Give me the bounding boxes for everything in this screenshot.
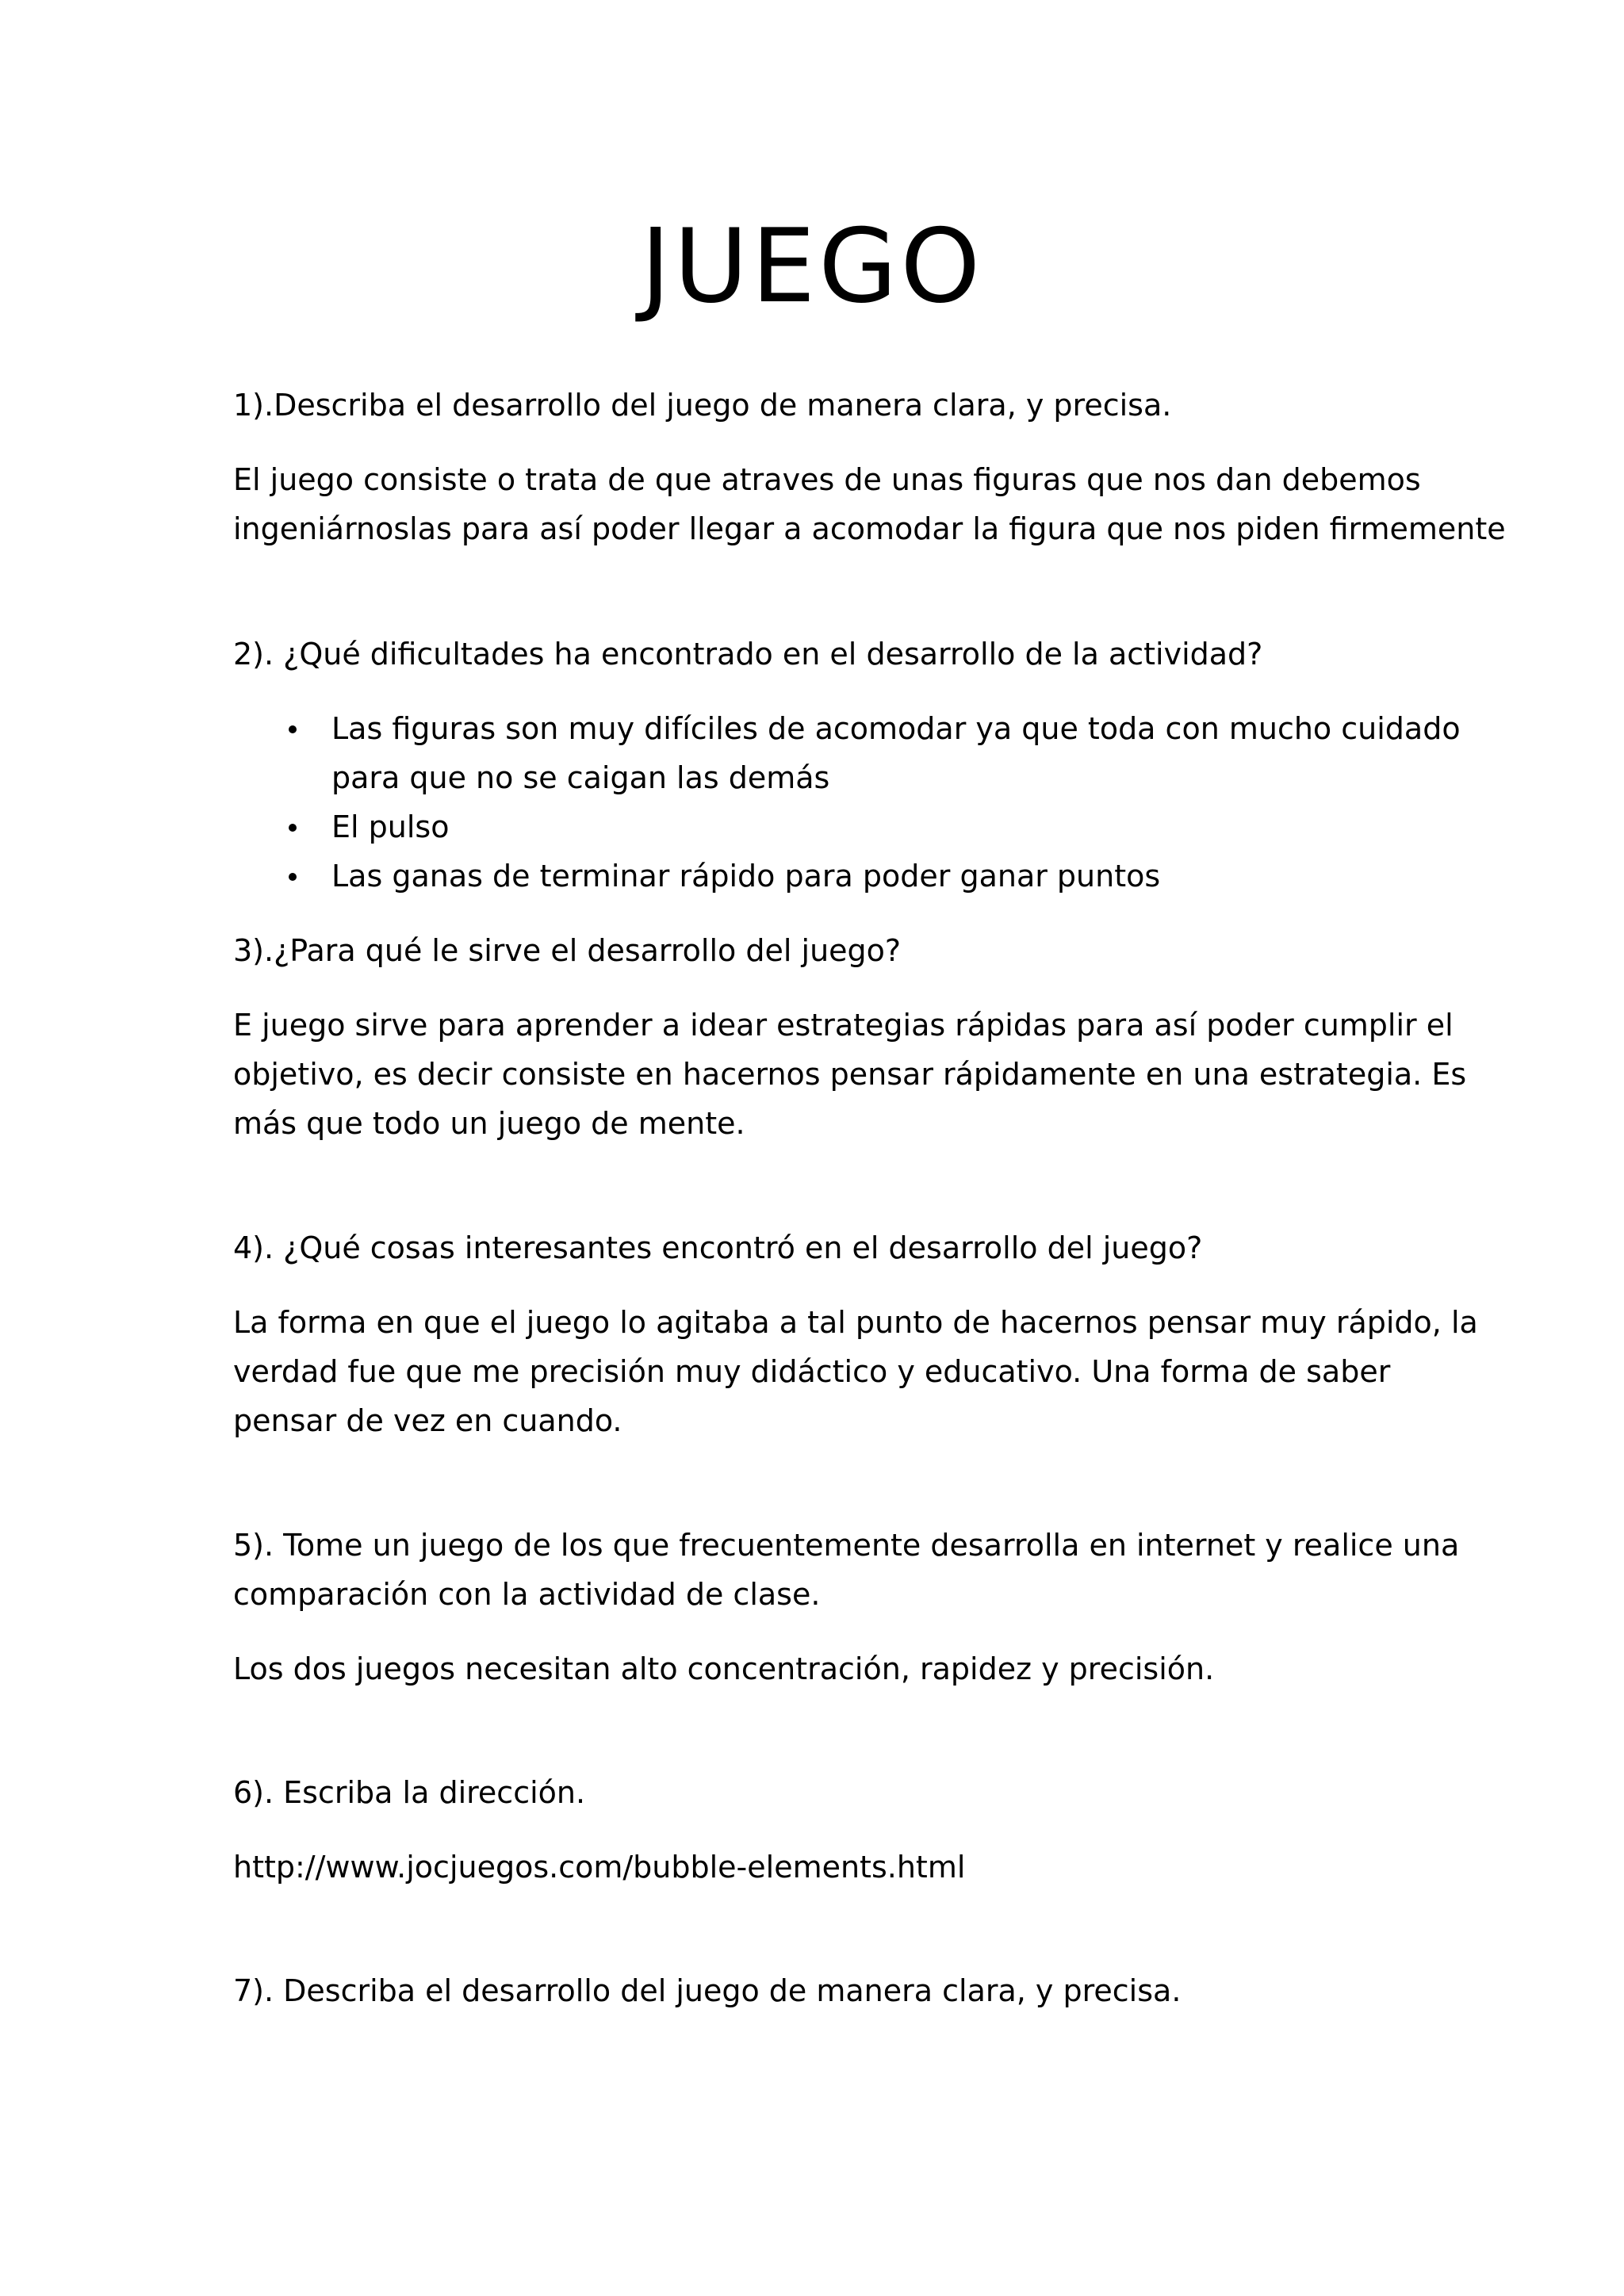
answer-1-line: El juego consiste o trata de que atraves de unas figuras que nos dan debemos [233,462,1421,497]
answer-4-line: verdad fue que me precisión muy didáctico y educativo. Una forma de saber [233,1354,1391,1389]
list-item-line: Las figuras son muy difíciles de acomodar ya que toda con mucho cuidado [331,711,1461,746]
list-item [285,802,1427,851]
list-item-line: El pulso [331,809,450,844]
question-7: 7). Describa el desarrollo del juego de manera clara, y precisa. [233,1973,1182,2008]
answer-3 [233,1001,1467,1148]
difficulties-list [285,704,1461,901]
answer-4-line: La forma en que el juego lo agitaba a tal punto de hacernos pensar muy rápido, la [233,1305,1478,1340]
question-5 [233,1521,1460,1619]
list-item-line: para que no se caigan las demás [331,760,830,795]
question-4: 4). ¿Qué cosas interesantes encontró en el desarrollo del juego? [233,1230,1203,1265]
question-6: 6). Escriba la dirección. [233,1775,586,1810]
list-item [285,704,1461,802]
answer-4-line: pensar de vez en cuando. [233,1403,622,1438]
document-title: JUEGO [640,208,984,326]
bullet-icon [289,824,297,832]
answer-1 [233,455,1506,553]
answer-3-line: E juego sirve para aprender a idear estrategias rápidas para así poder cumplir el [233,1008,1454,1043]
list-item [285,851,1427,901]
url-text: http://www.jocjuegos.com/bubble-elements.html [233,1850,966,1885]
bullet-icon [289,873,297,881]
answer-1-line: ingeniárnoslas para así poder llegar a acomodar la figura que nos piden firmemente [233,511,1506,546]
list-item-line: Las ganas de terminar rápido para poder ganar puntos [331,859,1161,894]
answer-3-line: objetivo, es decir consiste en hacernos pensar rápidamente en una estrategia. Es [233,1057,1467,1092]
question-5-line: comparación con la actividad de clase. [233,1577,821,1612]
answer-5: Los dos juegos necesitan alto concentración, rapidez y precisión. [233,1651,1215,1686]
question-1: 1).Describa el desarrollo del juego de manera clara, y precisa. [233,388,1172,423]
answer-3-line: más que todo un juego de mente. [233,1106,745,1141]
question-3: 3).¿Para qué le sirve el desarrollo del juego? [233,933,902,968]
question-5-line: 5). Tome un juego de los que frecuentemente desarrolla en internet y realice una [233,1528,1460,1563]
answer-4 [233,1298,1478,1445]
question-2: 2). ¿Qué dificultades ha encontrado en el desarrollo de la actividad? [233,637,1263,672]
bullet-icon [289,725,297,733]
